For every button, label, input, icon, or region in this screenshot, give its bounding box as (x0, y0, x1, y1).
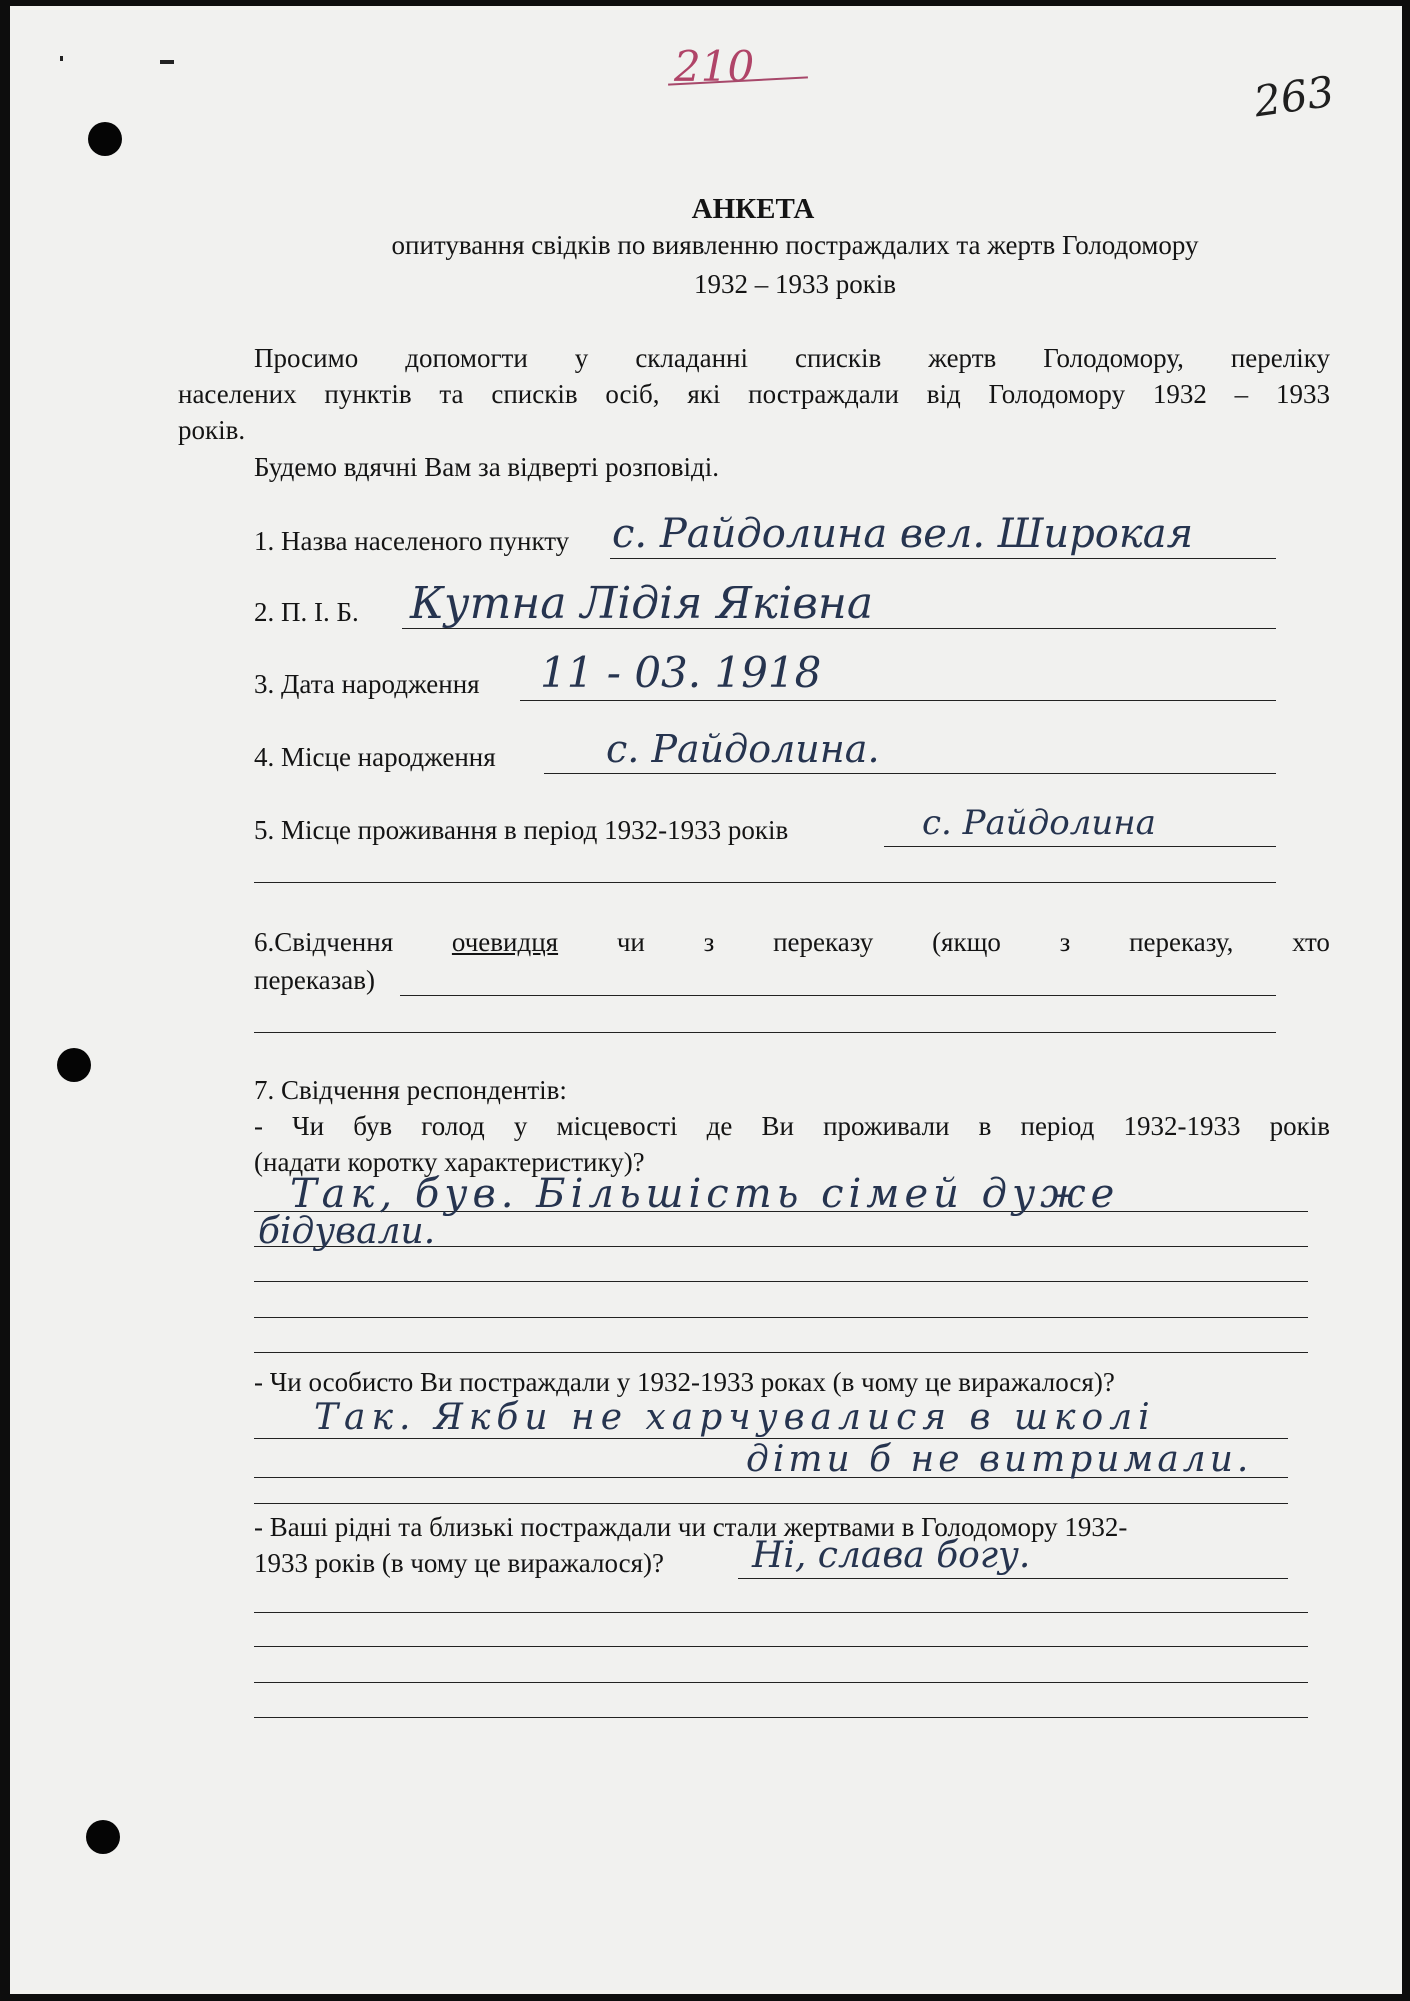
punch-hole-middle (57, 1048, 91, 1082)
testimony-word: з (703, 927, 715, 957)
birthplace-label: 4. Місце народження (254, 742, 496, 772)
old-archive-number: 210 (674, 42, 755, 91)
testimony-word: з (1059, 927, 1071, 957)
retold-by-line (400, 995, 1276, 996)
testimony-word: чи (616, 927, 645, 957)
answer1-text-line-2[interactable]: бідували. (258, 1211, 436, 1252)
answer2-text-line-1[interactable]: Так. Якби не харчувалися в школі (314, 1397, 1156, 1438)
form-subtitle: опитування свідків по виявленню постраждалих та жертв Голодомору (391, 230, 1199, 260)
questionnaire-page (10, 6, 1402, 1994)
hearsay-option[interactable]: переказу (773, 927, 874, 957)
residence-label: 5. Місце проживання в період 1932-1933 років (254, 815, 789, 845)
q2-text: - Чи особисто Ви постраждали у 1932-1933 роках (в чому це виражалося)? (254, 1367, 1115, 1397)
answer3-extra-line (254, 1717, 1308, 1718)
settlement-value[interactable]: с. Райдолина вел. Широкая (612, 511, 1194, 557)
birthplace-value[interactable]: с. Райдолина. (606, 727, 880, 771)
name-value[interactable]: Кутна Лідія Яківна (410, 578, 874, 629)
answer3-extra-line (254, 1646, 1308, 1647)
answer3-line (738, 1578, 1288, 1579)
q3-line-2: 1933 років (в чому це виражалося)? (254, 1548, 665, 1578)
q3-line-1: - Ваші рідні та близькі постраждали чи стали жертвами в Голодомору 1932- (254, 1512, 1128, 1542)
scan-speck (60, 56, 63, 61)
testimony-word: (якщо (932, 927, 1001, 957)
intro-thanks: Будемо вдячні Вам за відверті розповіді. (254, 452, 720, 482)
q1-line-1: - Чи був голод у місцевості де Ви проживали в період 1932-1933 років (254, 1111, 1330, 1141)
answer1-line (254, 1317, 1308, 1318)
answer3-text[interactable]: Ні, слава богу. (752, 1535, 1031, 1576)
q1-line-2: (надати коротку характеристику)? (254, 1147, 645, 1177)
testimony-word: 6.Свідчення (254, 927, 394, 957)
retold-by-label: переказав) (254, 965, 375, 995)
testimony-type-label (254, 926, 1330, 958)
answer2-text-line-2[interactable]: діти б не витримали. (746, 1439, 1253, 1480)
answer3-extra-line (254, 1682, 1308, 1683)
answer1-line (254, 1281, 1308, 1282)
intro-line-1: Просимо допомогти у складанні списків жертв Голодомору, переліку (254, 343, 1330, 373)
birthplace-line (544, 773, 1276, 774)
settlement-label: 1. Назва населеного пункту (254, 526, 570, 556)
form-years: 1932 – 1933 років (693, 269, 897, 299)
name-label: 2. П. І. Б. (254, 597, 359, 627)
birth-date-value[interactable]: 11 - 03. 1918 (540, 648, 822, 697)
answer1-line (254, 1352, 1308, 1353)
form-title: АНКЕТА (691, 193, 815, 225)
residence-line (884, 846, 1276, 847)
answer3-extra-line (254, 1612, 1308, 1613)
residence-extra-line (254, 882, 1276, 883)
testimony-word: хто (1292, 927, 1330, 957)
punch-hole-top (88, 122, 122, 156)
scan-speck (160, 60, 174, 64)
intro-line-2: населених пунктів та списків осіб, які постраждали від Голодомору 1932 – 1933 (178, 379, 1330, 409)
settlement-line (610, 558, 1276, 559)
testimony-word: переказу, (1129, 927, 1234, 957)
residence-value[interactable]: с. Райдолина (922, 803, 1156, 843)
retold-by-extra-line (254, 1032, 1276, 1033)
eyewitness-option[interactable]: очевидця (451, 927, 559, 957)
punch-hole-bottom (86, 1820, 120, 1854)
intro-line-3: років. (178, 415, 246, 445)
birth-date-line (520, 700, 1276, 701)
birth-date-label: 3. Дата народження (254, 669, 480, 699)
section7-heading: 7. Свідчення респондентів: (254, 1075, 567, 1105)
answer2-line (254, 1503, 1288, 1504)
archive-page-number: 263 (1250, 66, 1338, 127)
answer1-text-line-1[interactable]: Так, був. Більшість сімей дуже (290, 1171, 1120, 1217)
